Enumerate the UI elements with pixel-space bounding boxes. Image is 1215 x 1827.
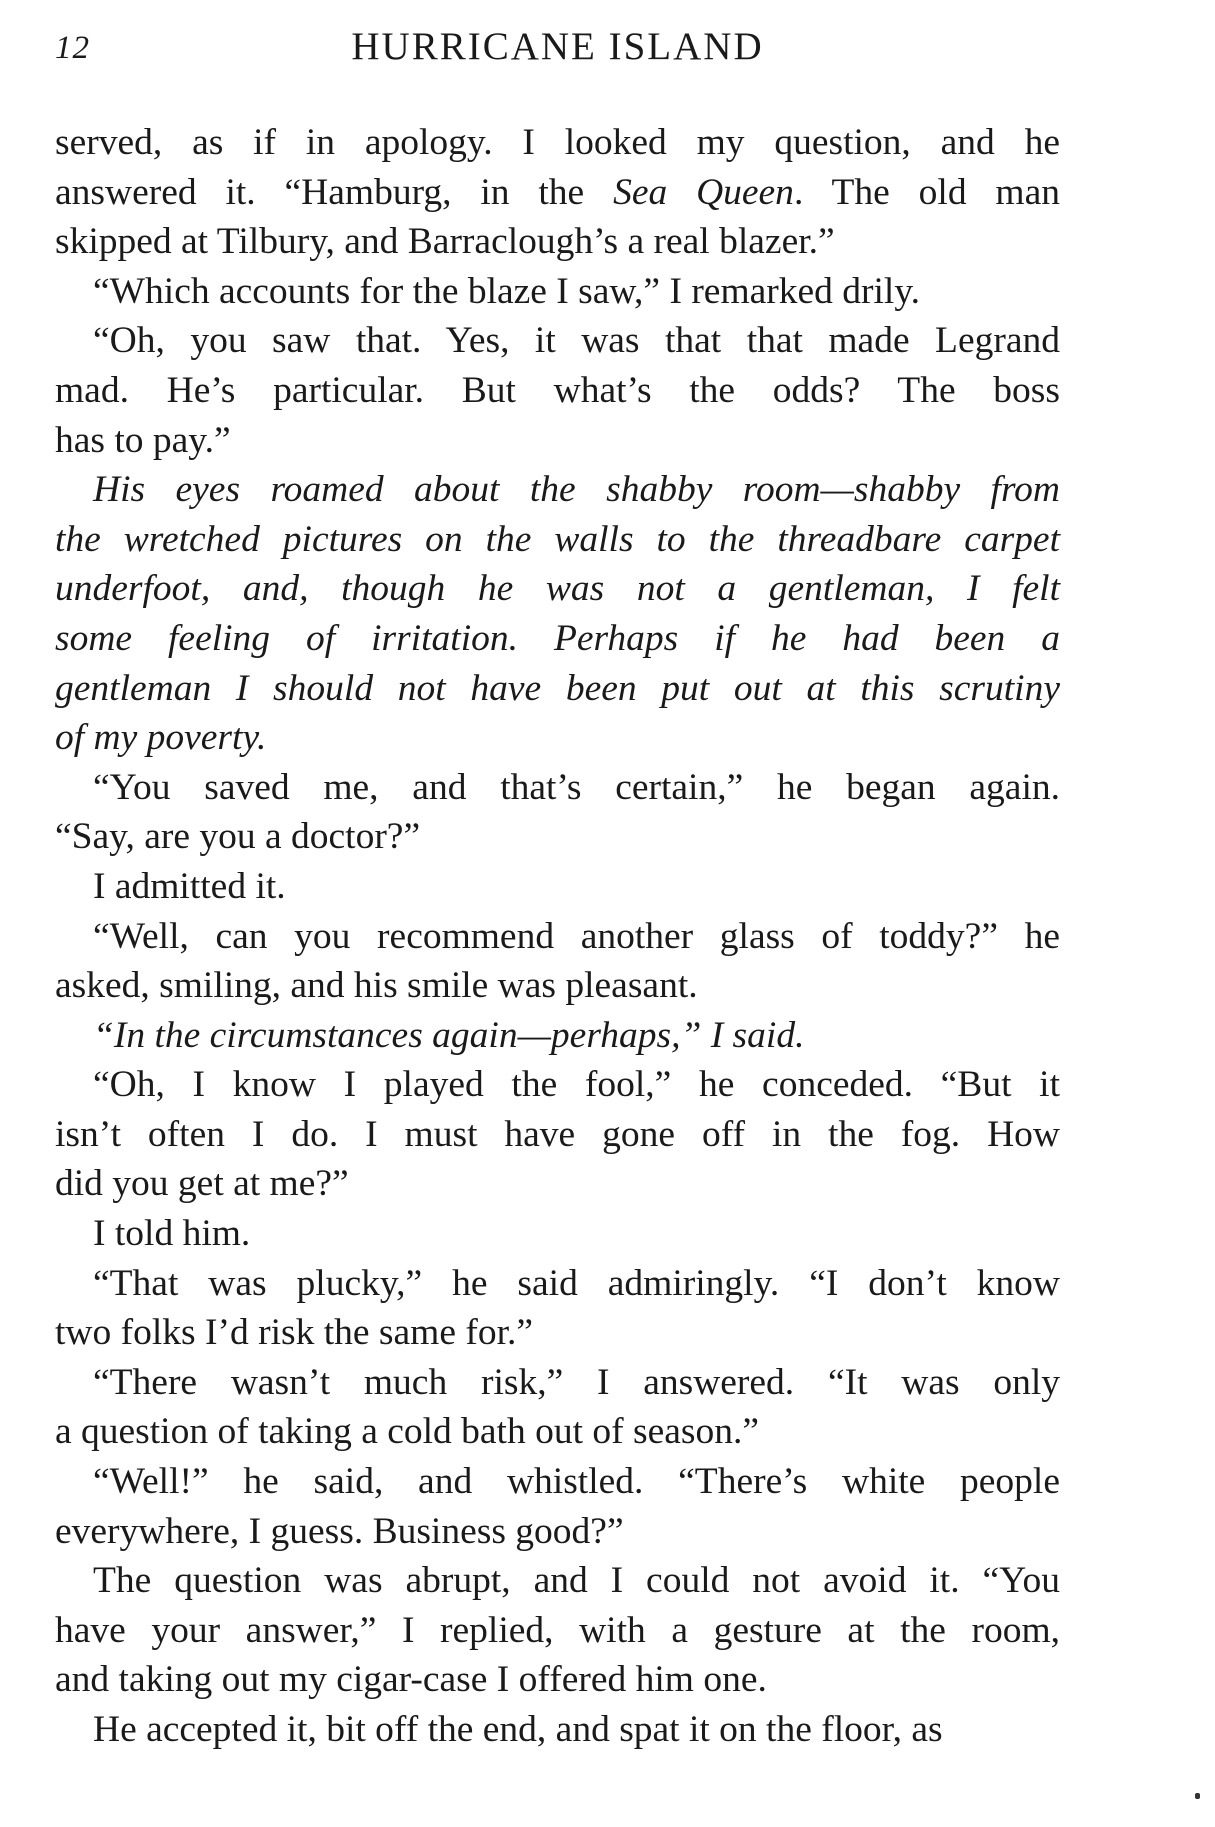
paragraph — [55, 316, 1060, 465]
paragraph — [55, 1556, 1060, 1705]
text-line: everywhere, I guess. Business good?” — [55, 1510, 624, 1552]
paragraph — [55, 1209, 1060, 1259]
text-line: a question of taking a cold bath out of season.” — [55, 1411, 759, 1453]
paragraph — [55, 1358, 1060, 1457]
paragraph — [55, 912, 1060, 1011]
paragraph — [55, 465, 1060, 763]
text-line: “Oh, you saw that. Yes, it was that that made Legrand — [93, 320, 1060, 362]
paragraph — [55, 763, 1060, 862]
text-line: underfoot, and, though he was not a gentleman, I felt — [55, 568, 1060, 610]
text-line: “You saved me, and that’s certain,” he began again. — [93, 766, 1060, 808]
text-line: asked, smiling, and his smile was pleasant. — [55, 965, 698, 1007]
text-line: skipped at Tilbury, and Barraclough’s a real blazer.” — [55, 221, 835, 263]
text-line: “Well, can you recommend another glass of toddy?” he — [93, 915, 1060, 957]
paragraph — [55, 1457, 1060, 1556]
text-line: He accepted it, bit off the end, and spat it on the floor, as — [93, 1709, 943, 1750]
text-line: “Well!” he said, and whistled. “There’s white people — [93, 1461, 1060, 1503]
ship-name: Sea Queen — [613, 171, 794, 213]
text-line: and taking out my cigar-case I offered him one. — [55, 1659, 767, 1701]
running-title: HURRICANE ISLAND — [351, 25, 764, 68]
text-line: “Oh, I know I played the fool,” he conceded. “But it — [93, 1064, 1060, 1106]
text-line: some feeling of irritation. Perhaps if he had been a — [55, 617, 1060, 659]
paragraph — [55, 1705, 1060, 1755]
text-line: served, as if in apology. I looked my question, and he — [55, 122, 1060, 163]
text-line: “There wasn’t much risk,” I answered. “It was only — [93, 1361, 1060, 1403]
text-line: “That was plucky,” he said admiringly. “I don’t know — [93, 1262, 1060, 1304]
text-line: I admitted it. — [93, 865, 286, 907]
text-line: The question was abrupt, and I could not avoid it. “You — [93, 1560, 1060, 1602]
paragraph — [55, 267, 1060, 317]
body-text — [55, 118, 1060, 1755]
paragraph — [55, 1060, 1060, 1209]
text-line: “Which accounts for the blaze I saw,” I remarked drily. — [93, 270, 921, 312]
text-line: mad. He’s particular. But what’s the odds? The boss — [55, 369, 1060, 411]
text-line: have your answer,” I replied, with a gesture at the room, — [55, 1609, 1060, 1651]
text-line: gentleman I should not have been put out at this scrutiny — [55, 667, 1060, 709]
text-line: isn’t often I do. I must have gone off in the fog. How — [55, 1113, 1060, 1155]
page-number: 12 — [55, 30, 90, 66]
text-line: His eyes roamed about the shabby room—shabby from — [93, 469, 1060, 511]
text-line: “In the circumstances again—perhaps,” I said. — [93, 1014, 805, 1056]
paragraph — [55, 1011, 1060, 1061]
text-line: the wretched pictures on the walls to the threadbare carpet — [55, 518, 1060, 560]
paragraph — [55, 118, 1060, 267]
text-line: of my poverty. — [55, 717, 267, 759]
print-speck — [1195, 1793, 1200, 1799]
text-line: “Say, are you a doctor?” — [55, 816, 421, 858]
text-line: has to pay.” — [55, 419, 231, 461]
text-line: I told him. — [93, 1213, 251, 1255]
paragraph — [55, 862, 1060, 912]
text-line: answered it. “Hamburg, in the Sea Queen. The old man — [55, 171, 1060, 213]
text-line: two folks I’d risk the same for.” — [55, 1312, 534, 1354]
paragraph — [55, 1259, 1060, 1358]
text-line: did you get at me?” — [55, 1163, 349, 1205]
page-header — [55, 24, 1060, 74]
